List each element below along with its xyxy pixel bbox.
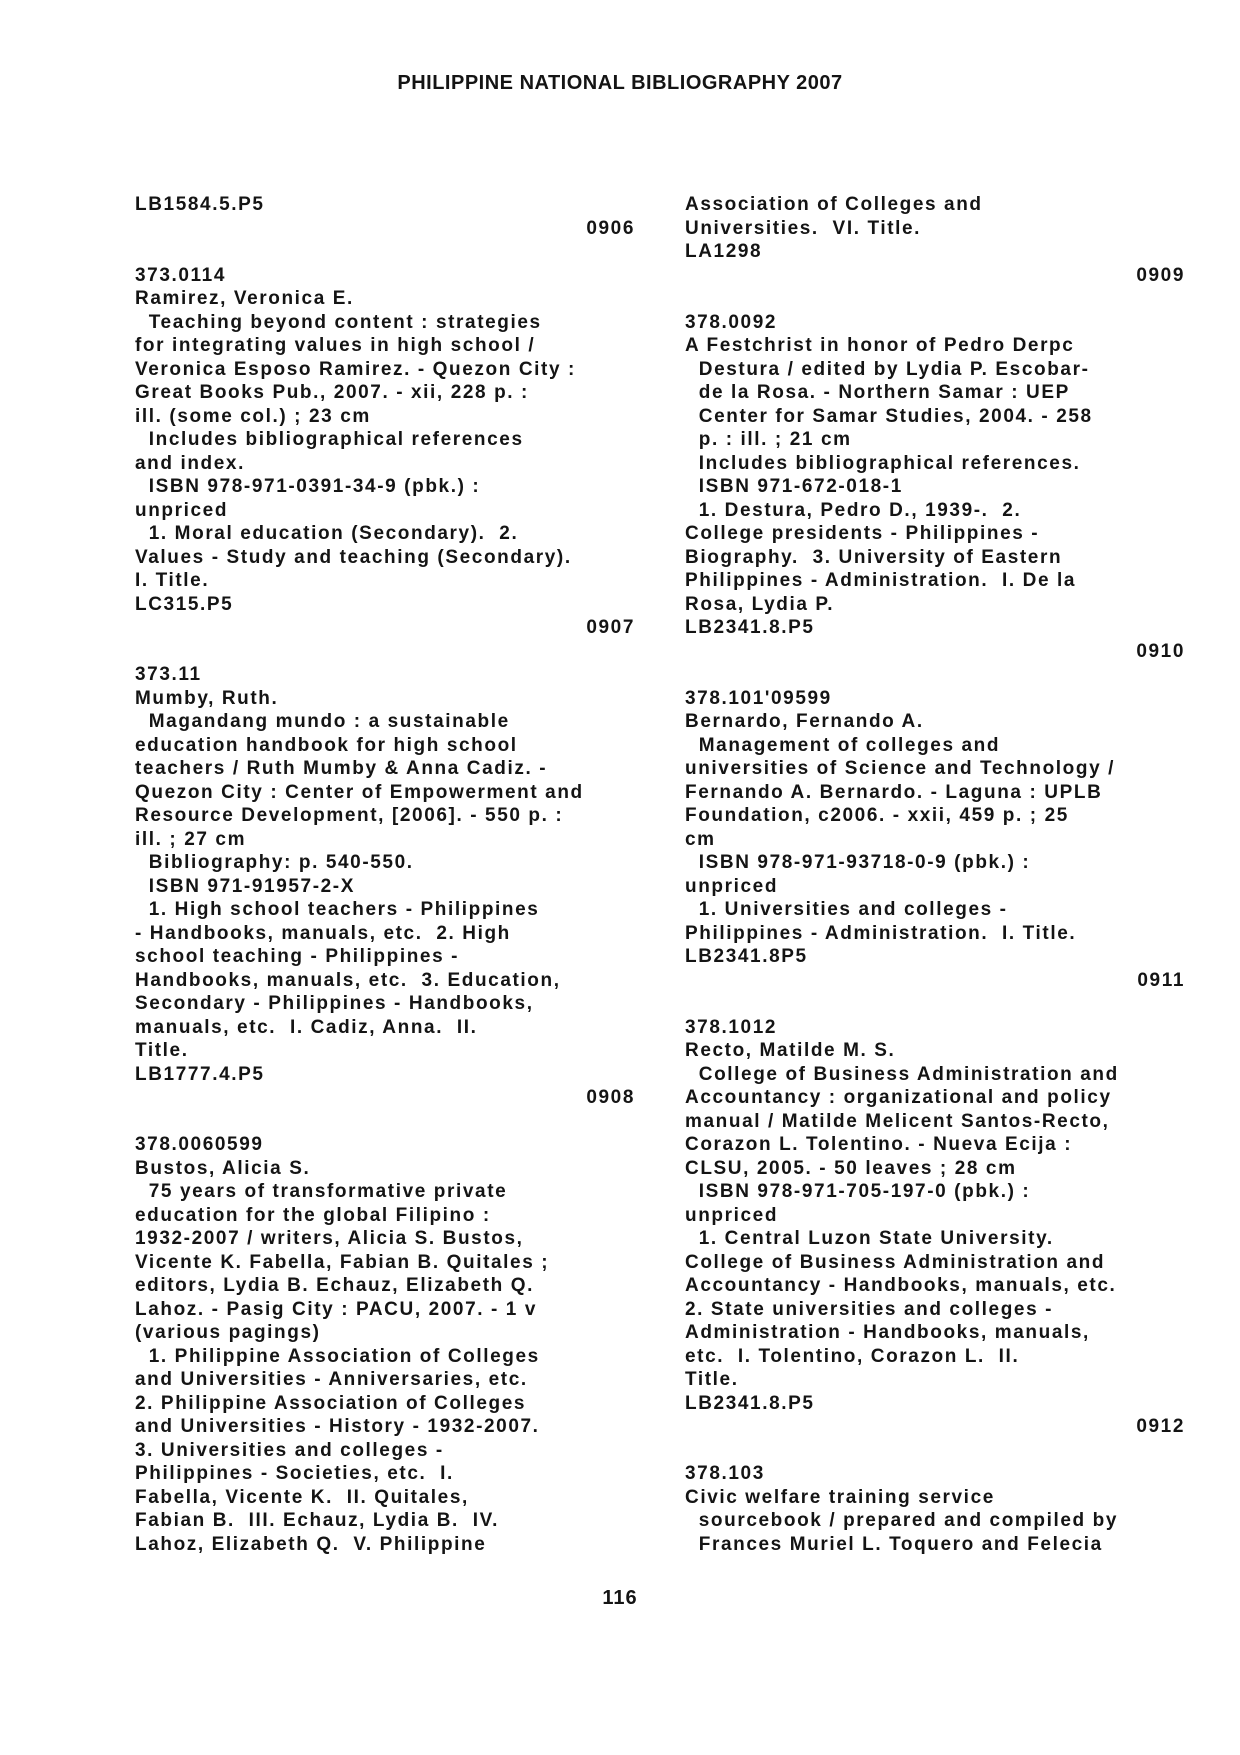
entry-line: College of Business Administration and [685, 1063, 1119, 1085]
entry-line: 378.0092 [685, 311, 778, 333]
entry-line: Philippines - Administration. I. Title. [685, 922, 1077, 944]
entry-line: Frances Muriel L. Toquero and Felecia [685, 1533, 1103, 1555]
entry-line: Biography. 3. University of Eastern [685, 546, 1063, 568]
entry-line: I. Title. [135, 570, 210, 591]
record-number: 0911 [1137, 969, 1185, 991]
entry-line: Quezon City : Center of Empowerment and [135, 781, 584, 803]
entry-line: Ramirez, Veronica E. [135, 288, 354, 309]
entry-line: (various pagings) [135, 1322, 321, 1343]
entry-separator [685, 663, 1185, 687]
entry-line: LB2341.8.P5 [685, 617, 815, 638]
entry-line: 378.0060599 [135, 1134, 264, 1155]
entry-line: Magandang mundo : a sustainable [135, 711, 510, 732]
entry-line: ISBN 971-91957-2-X [135, 875, 355, 897]
entry-line: Civic welfare training service [685, 1486, 995, 1508]
entry-line: school teaching - Philippines - [135, 946, 460, 967]
entry-line: ISBN 971-672-018-1 [685, 476, 903, 497]
entry-separator [135, 240, 635, 264]
entry-line: cm [685, 828, 716, 850]
record-number: 0908 [586, 1087, 635, 1108]
entry-line: ill. (some col.) ; 23 cm [135, 405, 371, 427]
entry-line: Bibliography: p. 540-550. [135, 852, 414, 873]
left-column [135, 193, 635, 1556]
entry-line: - Handbooks, manuals, etc. 2. High [135, 922, 511, 944]
record-number: 0907 [586, 617, 635, 638]
entry-line: Title. [685, 1369, 739, 1390]
entry-line: p. : ill. ; 21 cm [685, 429, 852, 450]
entry-line: Mumby, Ruth. [135, 687, 279, 709]
entry-line: 1. Moral education (Secondary). 2. [135, 523, 519, 544]
entry-line: Lahoz, Elizabeth Q. V. Philippine [135, 1533, 487, 1555]
entry-line: manuals, etc. I. Cadiz, Anna. II. [135, 1016, 478, 1038]
entry-line: LB1584.5.P5 [135, 194, 265, 215]
entry-line: 1. Destura, Pedro D., 1939-. 2. [685, 499, 1022, 521]
entry-line: editors, Lydia B. Echauz, Elizabeth Q. [135, 1275, 534, 1296]
entry-line: Fabian B. III. Echauz, Lydia B. IV. [135, 1510, 499, 1531]
entry-line: 378.101'09599 [685, 687, 832, 709]
entry-line: 373.0114 [135, 264, 226, 286]
entry-line: ISBN 978-971-0391-34-9 (pbk.) : [135, 476, 481, 497]
entry-line: LB2341.8P5 [685, 946, 808, 967]
entry-line: Administration - Handbooks, manuals, [685, 1322, 1090, 1343]
right-column [685, 193, 1185, 1556]
entry-line: Teaching beyond content : strategies [135, 311, 542, 333]
entry-line: 373.11 [135, 664, 202, 685]
entry-line: Rosa, Lydia P. [685, 593, 835, 615]
entry-line: Corazon L. Tolentino. - Nueva Ecija : [685, 1134, 1073, 1155]
entry-line: Includes bibliographical references. [685, 452, 1081, 474]
entry-line: Universities. VI. Title. [685, 217, 922, 239]
entry-line: and index. [135, 452, 245, 474]
entry-line: College of Business Administration and [685, 1251, 1106, 1273]
entry-line: Destura / edited by Lydia P. Escobar- [685, 358, 1090, 380]
entry-line: unpriced [685, 1204, 779, 1226]
entry-line: LB2341.8.P5 [685, 1392, 815, 1414]
entry-line: and Universities - History - 1932-2007. [135, 1416, 540, 1437]
entry-line: LC315.P5 [135, 593, 234, 615]
entry-line: 1. Central Luzon State University. [685, 1228, 1054, 1249]
record-number: 0910 [1136, 640, 1185, 662]
entry-line: teachers / Ruth Mumby & Anna Cadiz. - [135, 758, 548, 779]
entry-line: Philippines - Societies, etc. I. [135, 1463, 454, 1484]
entry-line: Bustos, Alicia S. [135, 1157, 311, 1179]
entry-line: Association of Colleges and [685, 194, 983, 215]
entry-line: etc. I. Tolentino, Corazon L. II. [685, 1345, 1020, 1367]
entry-line: Resource Development, [2006]. - 550 p. : [135, 805, 564, 826]
entry-line: Title. [135, 1040, 189, 1061]
entry-line: LB1777.4.P5 [135, 1063, 265, 1085]
entry-line: ISBN 978-971-93718-0-9 (pbk.) : [685, 852, 1031, 873]
entry-line: Secondary - Philippines - Handbooks, [135, 993, 534, 1014]
entry-line: unpriced [685, 875, 779, 897]
entry-line: 2. Philippine Association of Colleges [135, 1392, 527, 1414]
entry-separator [685, 1439, 1185, 1463]
entry-line: 1. High school teachers - Philippines [135, 899, 540, 920]
page-header: PHILIPPINE NATIONAL BIBLIOGRAPHY 2007 [397, 72, 843, 94]
entry-line: Accountancy : organizational and policy [685, 1087, 1112, 1108]
entry-line: Philippines - Administration. I. De la [685, 570, 1077, 591]
entry-line: Accountancy - Handbooks, manuals, etc. [685, 1275, 1117, 1296]
entry-line: 1. Universities and colleges - [685, 899, 1008, 920]
entry-line: Center for Samar Studies, 2004. - 258 [685, 405, 1093, 427]
entry-line: Bernardo, Fernando A. [685, 711, 924, 732]
entry-line: for integrating values in high school / [135, 335, 536, 356]
entry-line: Veronica Esposo Ramirez. - Quezon City : [135, 358, 576, 380]
entry-line: ISBN 978-971-705-197-0 (pbk.) : [685, 1181, 1031, 1202]
entry-line: LA1298 [685, 241, 763, 262]
entry-line: de la Rosa. - Northern Samar : UEP [685, 382, 1070, 403]
entry-separator [685, 992, 1185, 1016]
entry-separator [135, 640, 635, 664]
entry-line: College presidents - Philippines - [685, 523, 1040, 544]
entry-line: Great Books Pub., 2007. - xii, 228 p. : [135, 382, 529, 403]
page-number: 116 [602, 1587, 638, 1609]
record-number: 0906 [586, 217, 635, 239]
entry-line: Management of colleges and [685, 734, 1001, 756]
entry-line: 1932-2007 / writers, Alicia S. Bustos, [135, 1228, 524, 1249]
entry-line: 2. State universities and colleges - [685, 1298, 1054, 1320]
entry-line: sourcebook / prepared and compiled by [685, 1510, 1118, 1531]
entry-line: universities of Science and Technology / [685, 758, 1116, 779]
entry-line: A Festchrist in honor of Pedro Derpc [685, 335, 1075, 356]
entry-separator [685, 287, 1185, 311]
entry-line: Foundation, c2006. - xxii, 459 p. ; 25 [685, 805, 1069, 826]
entry-line: Fernando A. Bernardo. - Laguna : UPLB [685, 781, 1103, 803]
entry-separator [135, 1110, 635, 1134]
entry-line: ill. ; 27 cm [135, 828, 247, 850]
entry-line: Recto, Matilde M. S. [685, 1040, 896, 1061]
entry-line: Handbooks, manuals, etc. 3. Education, [135, 969, 561, 991]
record-number: 0909 [1136, 264, 1185, 286]
entry-line: Includes bibliographical references [135, 429, 524, 450]
entry-line: 378.103 [685, 1463, 765, 1484]
entry-line: 75 years of transformative private [135, 1181, 508, 1202]
entry-line: CLSU, 2005. - 50 leaves ; 28 cm [685, 1157, 1017, 1179]
record-number: 0912 [1136, 1416, 1185, 1437]
entry-line: Fabella, Vicente K. II. Quitales, [135, 1486, 469, 1508]
entry-line: 1. Philippine Association of Colleges [135, 1345, 540, 1367]
entry-line: manual / Matilde Melicent Santos-Recto, [685, 1110, 1110, 1132]
entry-line: education for the global Filipino : [135, 1204, 491, 1226]
entry-line: unpriced [135, 499, 229, 521]
entry-line: education handbook for high school [135, 734, 518, 756]
entry-line: and Universities - Anniversaries, etc. [135, 1369, 528, 1390]
entry-line: Vicente K. Fabella, Fabian B. Quitales ; [135, 1251, 550, 1273]
entry-line: 3. Universities and colleges - [135, 1439, 444, 1461]
entry-line: 378.1012 [685, 1016, 778, 1038]
entry-line: Values - Study and teaching (Secondary). [135, 546, 572, 568]
entry-line: Lahoz. - Pasig City : PACU, 2007. - 1 v [135, 1298, 538, 1320]
